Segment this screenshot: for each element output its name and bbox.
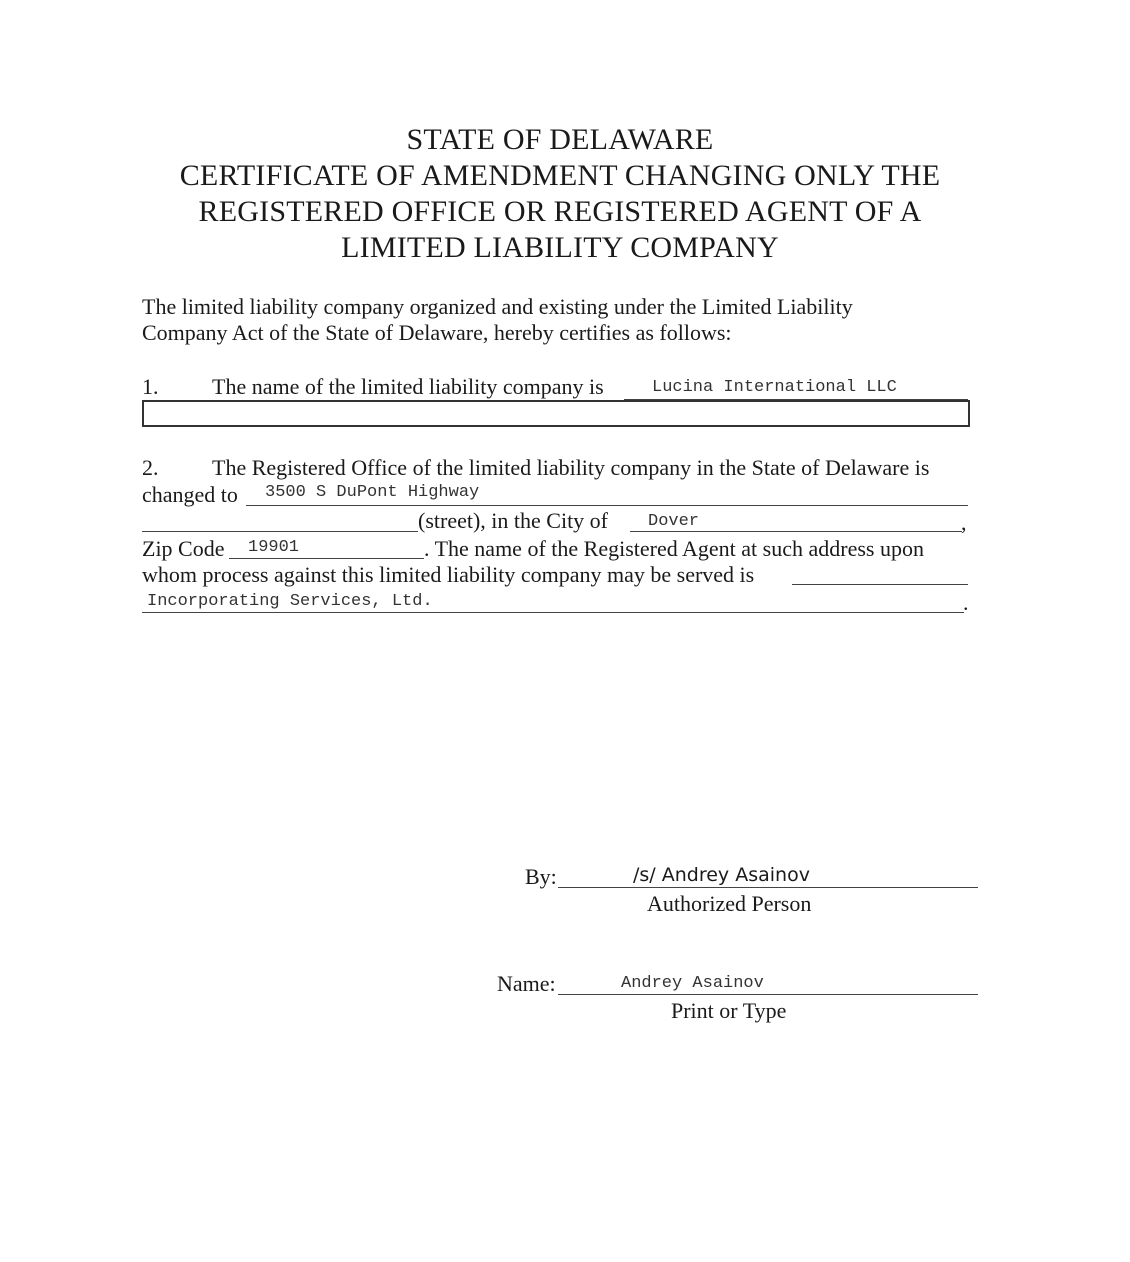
agent-text: . The name of the Registered Agent at such address upon — [424, 536, 924, 561]
zip-field[interactable]: 19901 — [248, 538, 300, 557]
printed-name-field[interactable]: Andrey Asainov — [621, 974, 764, 993]
city-comma: , — [961, 510, 967, 535]
authorized-person-label: Authorized Person — [647, 891, 812, 916]
registered-agent-field[interactable]: Incorporating Services, Ltd. — [147, 592, 433, 611]
whom-text: whom process against this limited liability company may be served is — [142, 562, 755, 587]
name-label: Name: — [497, 971, 556, 996]
signature-field[interactable]: /s/ Andrey Asainov — [633, 864, 810, 886]
street-field[interactable]: 3500 S DuPont Highway — [265, 483, 480, 502]
agent-period: . — [963, 590, 969, 615]
agent-underline — [142, 612, 964, 613]
print-or-type-label: Print or Type — [671, 998, 787, 1023]
street-label: (street), in the City of — [418, 508, 609, 533]
title-line-4: LIMITED LIABILITY COMPANY — [341, 231, 779, 264]
item1-label: The name of the limited liability company is — [212, 374, 604, 399]
intro-line-1: The limited liability company organized and existing under the Limited Liability — [142, 294, 853, 319]
company-name-field[interactable]: Lucina International LLC — [652, 378, 897, 397]
title-line-1: STATE OF DELAWARE — [406, 123, 714, 156]
item2-number: 2. — [142, 455, 159, 480]
city-field[interactable]: Dover — [648, 512, 700, 531]
signature-underline — [558, 887, 978, 888]
company-name-extension-box[interactable] — [142, 400, 970, 427]
agent-underline-first — [792, 584, 968, 585]
title-line-2: CERTIFICATE OF AMENDMENT CHANGING ONLY THE — [179, 159, 941, 192]
title-line-3: REGISTERED OFFICE OR REGISTERED AGENT OF A — [198, 195, 922, 228]
item1-number: 1. — [142, 374, 159, 399]
intro-line-2: Company Act of the State of Delaware, hereby certifies as follows: — [142, 320, 732, 345]
by-label: By: — [525, 864, 557, 889]
city-underline — [630, 531, 962, 532]
name-underline — [558, 994, 978, 995]
street-continuation-underline — [142, 531, 418, 532]
street-underline — [246, 505, 968, 506]
zip-label: Zip Code — [142, 536, 225, 561]
zip-underline — [229, 558, 424, 559]
item2-text-line-1: The Registered Office of the limited liability company in the State of Delaware is — [212, 455, 930, 480]
changed-to-label: changed to — [142, 482, 238, 507]
